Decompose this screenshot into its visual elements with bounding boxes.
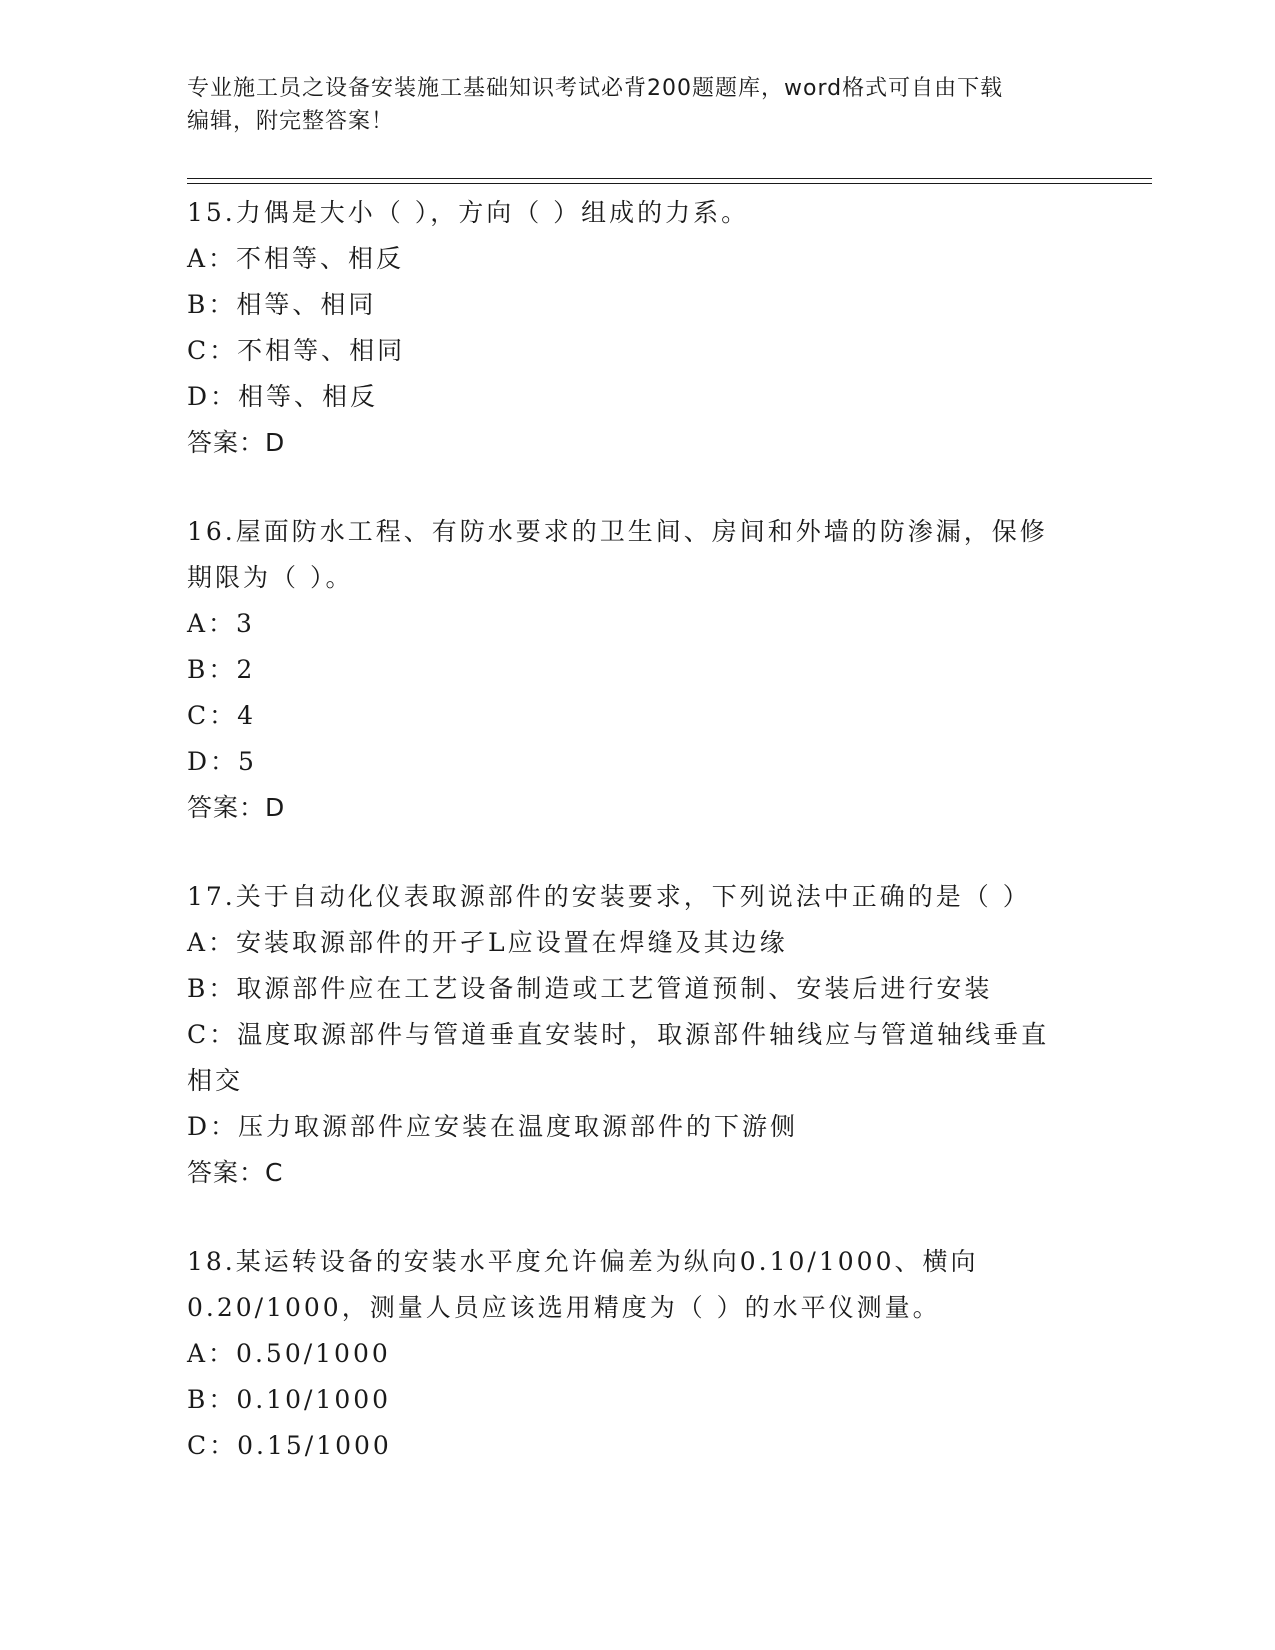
question-16 <box>187 509 1087 831</box>
question-stem-continued: 期限为（ ）。 <box>187 563 354 592</box>
question-stem: 15.力偶是大小（ ），方向（ ）组成的力系。 <box>187 198 750 227</box>
option-c-continued: 相交 <box>187 1066 244 1095</box>
answer: 答案：D <box>187 428 286 457</box>
option-a: A：安装取源部件的开孑L应设置在焊缝及其边缘 <box>187 928 788 957</box>
option-a: A：3 <box>187 609 255 638</box>
answer: 答案：C <box>187 1158 284 1187</box>
option-d: D：5 <box>187 747 257 776</box>
option-c: C：0.15/1000 <box>187 1431 392 1460</box>
header-divider-bottom <box>187 183 1152 184</box>
option-b: B：0.10/1000 <box>187 1385 392 1414</box>
option-b: B：相等、相同 <box>187 290 377 319</box>
question-spacer <box>187 466 1087 509</box>
question-stem: 17.关于自动化仪表取源部件的安装要求，下列说法中正确的是（ ） <box>187 882 1031 911</box>
question-17 <box>187 874 1087 1196</box>
option-b: B：取源部件应在工艺设备制造或工艺管道预制、安装后进行安装 <box>187 974 993 1003</box>
answer: 答案：D <box>187 793 286 822</box>
question-stem: 16.屋面防水工程、有防水要求的卫生间、房间和外墙的防渗漏，保修 <box>187 517 1048 546</box>
option-d: D：相等、相反 <box>187 382 379 411</box>
option-b: B：2 <box>187 655 256 684</box>
question-15 <box>187 190 1087 466</box>
question-stem-continued: 0.20/1000，测量人员应该选用精度为（ ）的水平仪测量。 <box>187 1293 941 1322</box>
header-divider-top <box>187 178 1152 179</box>
option-c: C：温度取源部件与管道垂直安装时，取源部件轴线应与管道轴线垂直 <box>187 1020 1050 1049</box>
question-stem: 18.某运转设备的安装水平度允许偏差为纵向0.10/1000、横向 <box>187 1247 979 1276</box>
question-18 <box>187 1239 1087 1469</box>
document-header <box>187 72 1087 138</box>
option-a: A：0.50/1000 <box>187 1339 391 1368</box>
option-c: C：不相等、相同 <box>187 336 406 365</box>
header-line-1: 专业施工员之设备安装施工基础知识考试必背200题题库，word格式可自由下载 <box>187 76 1004 101</box>
option-a: A：不相等、相反 <box>187 244 405 273</box>
question-spacer <box>187 1196 1087 1239</box>
question-list <box>187 190 1087 1469</box>
option-c: C：4 <box>187 701 257 730</box>
question-spacer <box>187 831 1087 874</box>
option-d: D：压力取源部件应安装在温度取源部件的下游侧 <box>187 1112 799 1141</box>
header-line-2: 编辑，附完整答案！ <box>187 109 395 134</box>
